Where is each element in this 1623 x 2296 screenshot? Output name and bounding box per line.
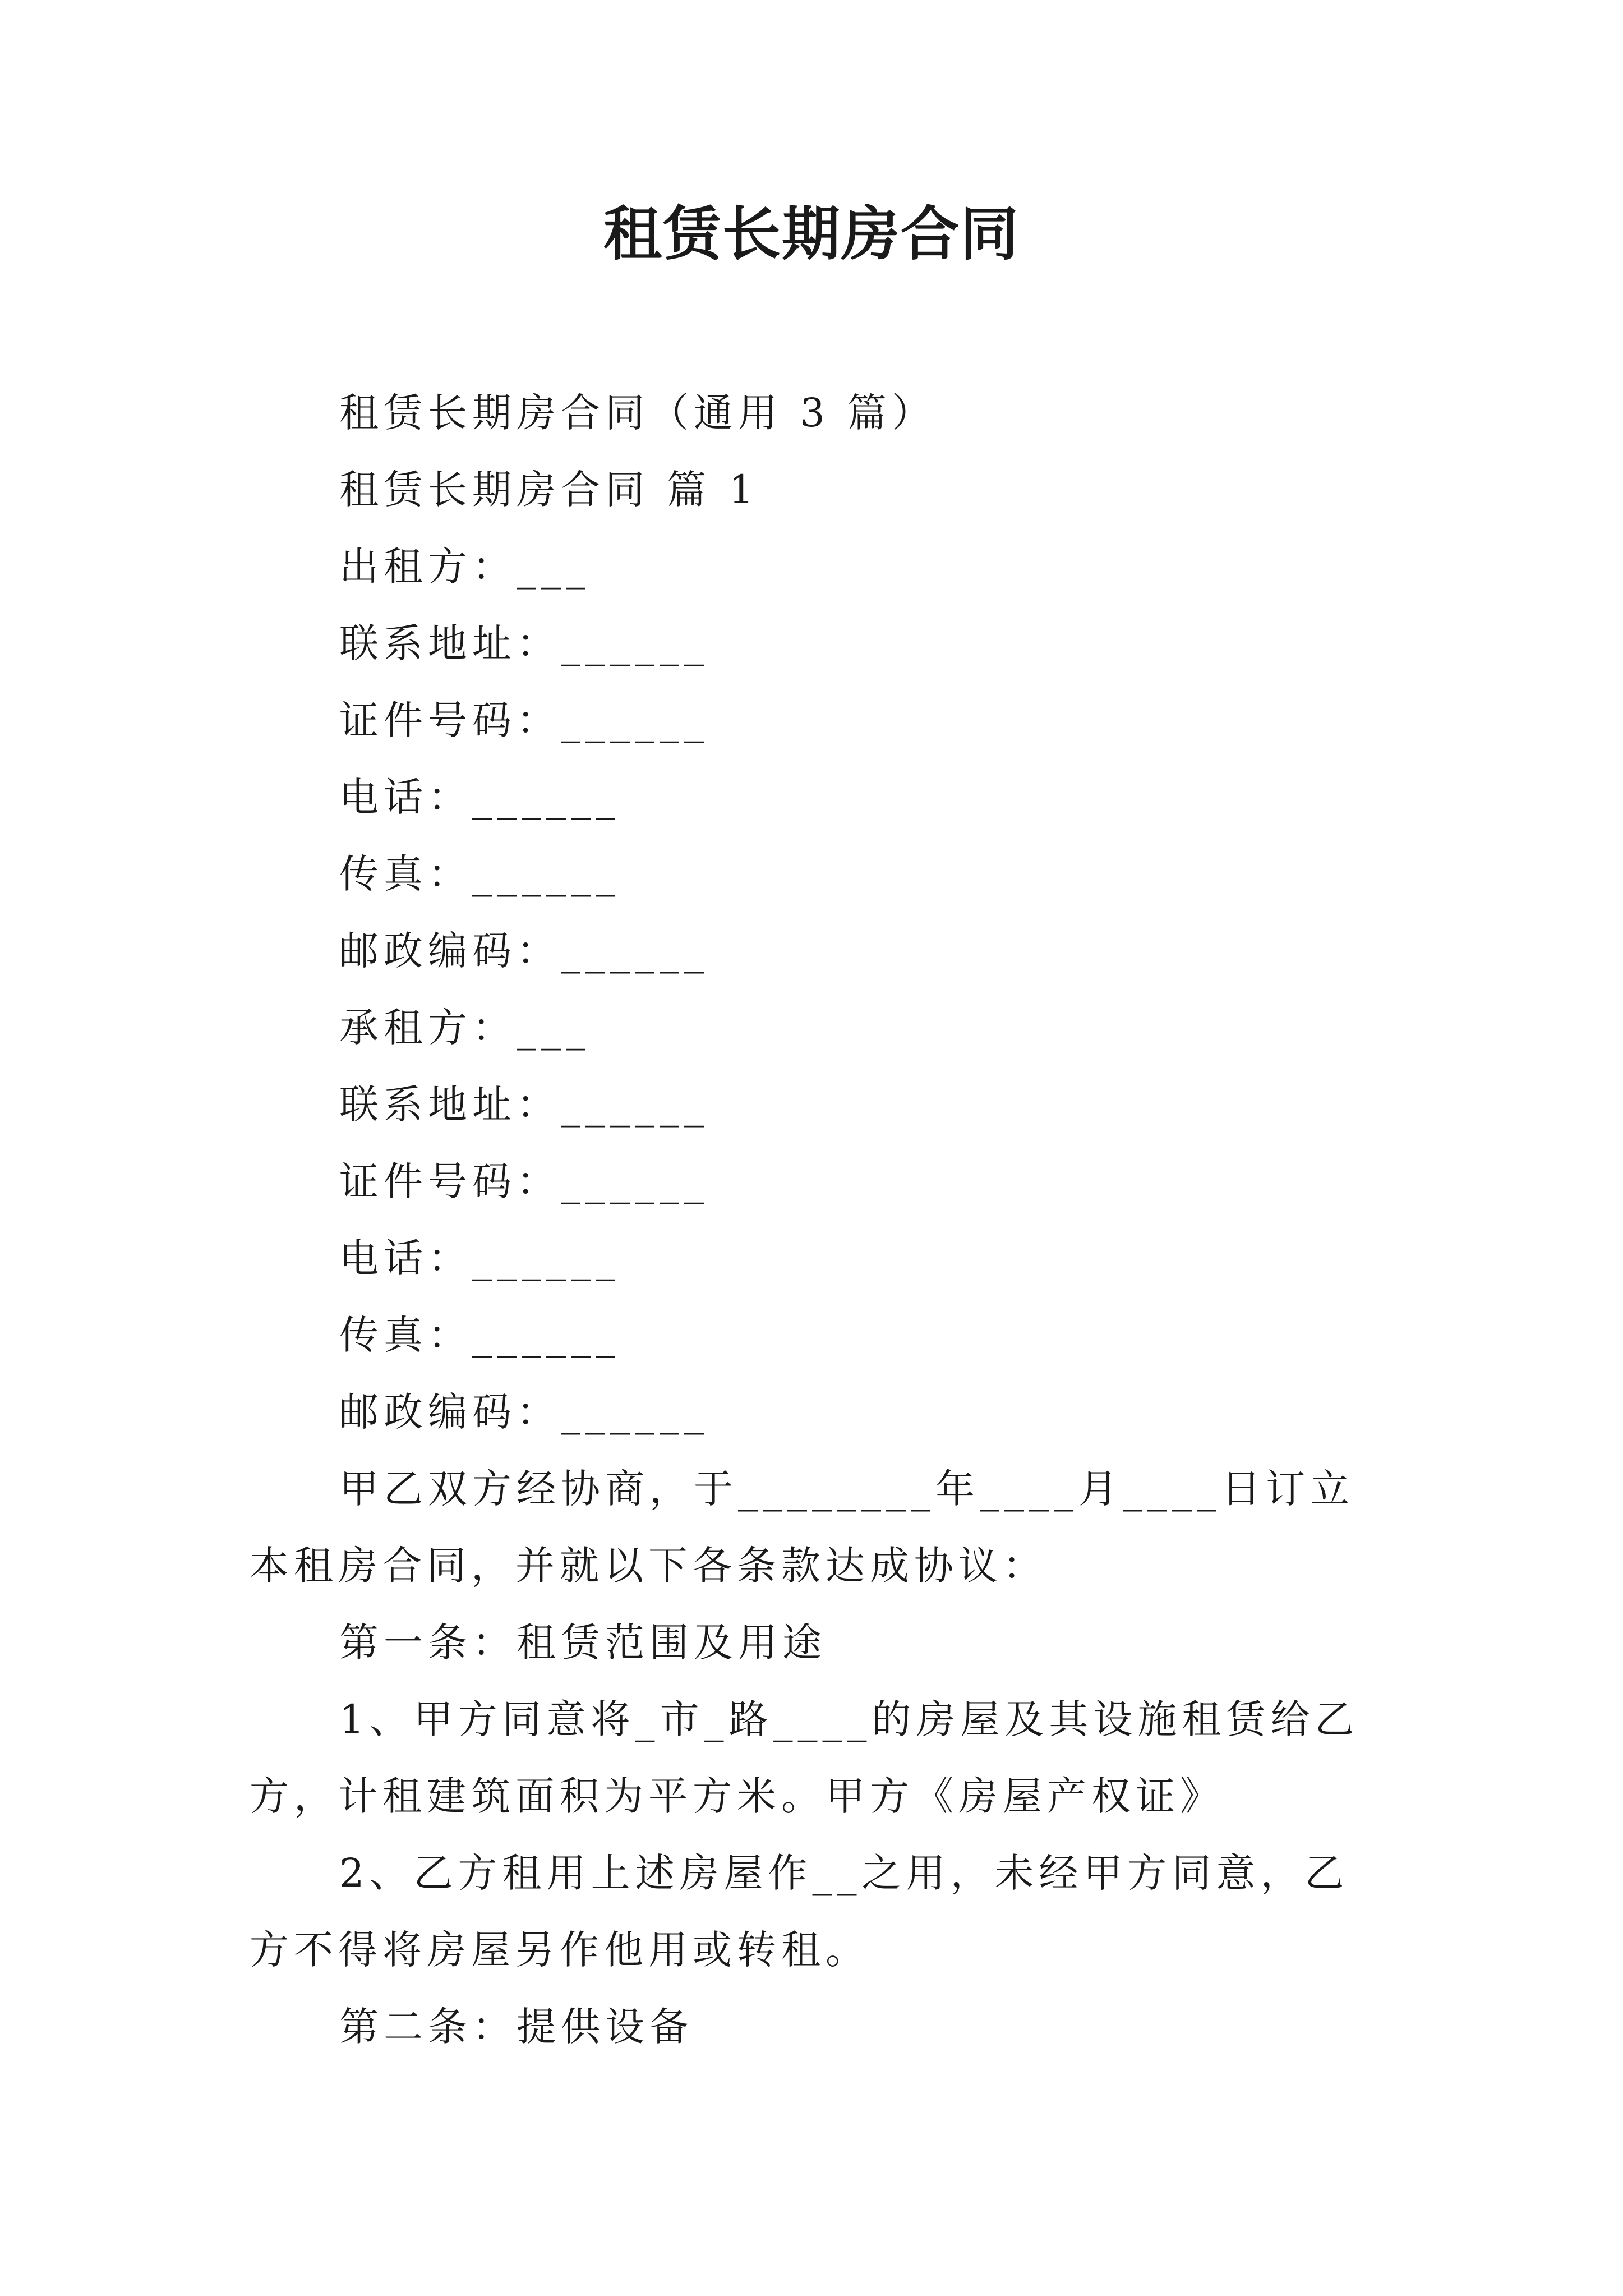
clause-paragraph: 1、甲方同意将_市_路____的房屋及其设施租赁给乙方，计租建筑面积为平方米。甲方《房屋产权证》: [250, 1696, 1359, 1819]
document-title: 租赁长期房合同: [603, 199, 1020, 268]
section-heading: 租赁长期房合同 篇 1: [339, 467, 759, 513]
article-heading: 第一条：租赁范围及用途: [339, 1619, 827, 1665]
lessee-phone-field: 电话：______: [339, 1235, 620, 1281]
lessor-address-field: 联系地址：______: [339, 620, 709, 666]
lessor-fax-field: 传真：______: [339, 851, 620, 897]
lessor-postcode-field: 邮政编码：______: [339, 928, 709, 974]
article-heading: 第二条：提供设备: [339, 2004, 694, 2050]
clause-paragraph: 2、乙方租用上述房屋作__之用，未经甲方同意，乙方不得将房屋另作他用或转租。: [250, 1850, 1349, 1973]
lessee-address-field: 联系地址：______: [339, 1082, 709, 1128]
lessee-postcode-field: 邮政编码：______: [339, 1389, 709, 1435]
lessee-fax-field: 传真：______: [339, 1312, 620, 1358]
lessor-field: 出租方：___: [339, 544, 591, 590]
agreement-intro-paragraph: 甲乙双方经协商，于________年____月____日订立本租房合同，并就以下各条款达成协议：: [250, 1466, 1354, 1589]
lessor-id-field: 证件号码：______: [339, 697, 709, 743]
lessor-phone-field: 电话：______: [339, 774, 620, 820]
lessee-field: 承租方：___: [339, 1005, 591, 1051]
lessee-id-field: 证件号码：______: [339, 1158, 709, 1204]
document-body: [250, 375, 1385, 2065]
document-subtitle: 租赁长期房合同（通用 3 篇）: [339, 390, 937, 436]
